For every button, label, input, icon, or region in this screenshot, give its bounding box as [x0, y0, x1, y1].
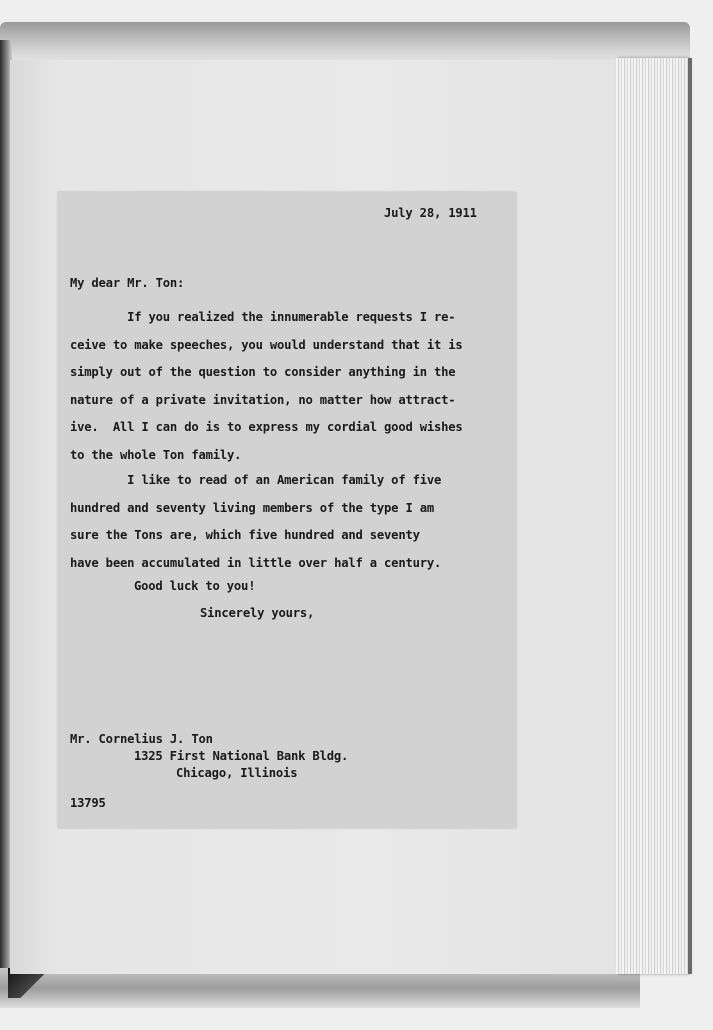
- recipient-name: Mr. Cornelius J. Ton: [70, 732, 213, 746]
- paragraph-1-line: ive. All I can do is to express my cordial good wishes: [70, 420, 463, 435]
- paragraph-1-line: ceive to make speeches, you would understand that it is: [70, 337, 463, 352]
- recipient-city: Chicago, Illinois: [176, 766, 298, 780]
- book-top-edge: [0, 22, 690, 64]
- document-number: 13795: [70, 796, 106, 810]
- letter-paragraph-1: [70, 304, 463, 470]
- paragraph-2-line: have been accumulated in little over half a century.: [70, 555, 442, 570]
- letter-sheet: [58, 192, 516, 828]
- letter-salutation: My dear Mr. Ton:: [70, 276, 185, 290]
- book-bottom-edge: [0, 968, 640, 1008]
- paragraph-1-line: simply out of the question to consider anything in the: [70, 365, 456, 380]
- paragraph-2-line: hundred and seventy living members of the type I am: [70, 500, 435, 515]
- letter-date: July 28, 1911: [384, 206, 477, 220]
- letter-paragraph-2: [70, 467, 441, 577]
- recipient-street: 1325 First National Bank Bldg.: [134, 749, 349, 763]
- letter-signoff: Sincerely yours,: [200, 606, 315, 620]
- letter-closing: Good luck to you!: [134, 579, 256, 593]
- paragraph-1-line: If you realized the innumerable requests I re-: [70, 310, 456, 324]
- paragraph-2-line: sure the Tons are, which five hundred and seventy: [70, 528, 420, 543]
- paragraph-1-line: to the whole Ton family.: [70, 447, 242, 462]
- page-stack-edges: [616, 58, 688, 974]
- paragraph-2-line: I like to read of an American family of five: [70, 473, 442, 487]
- paragraph-1-line: nature of a private invitation, no matter how attract-: [70, 392, 456, 407]
